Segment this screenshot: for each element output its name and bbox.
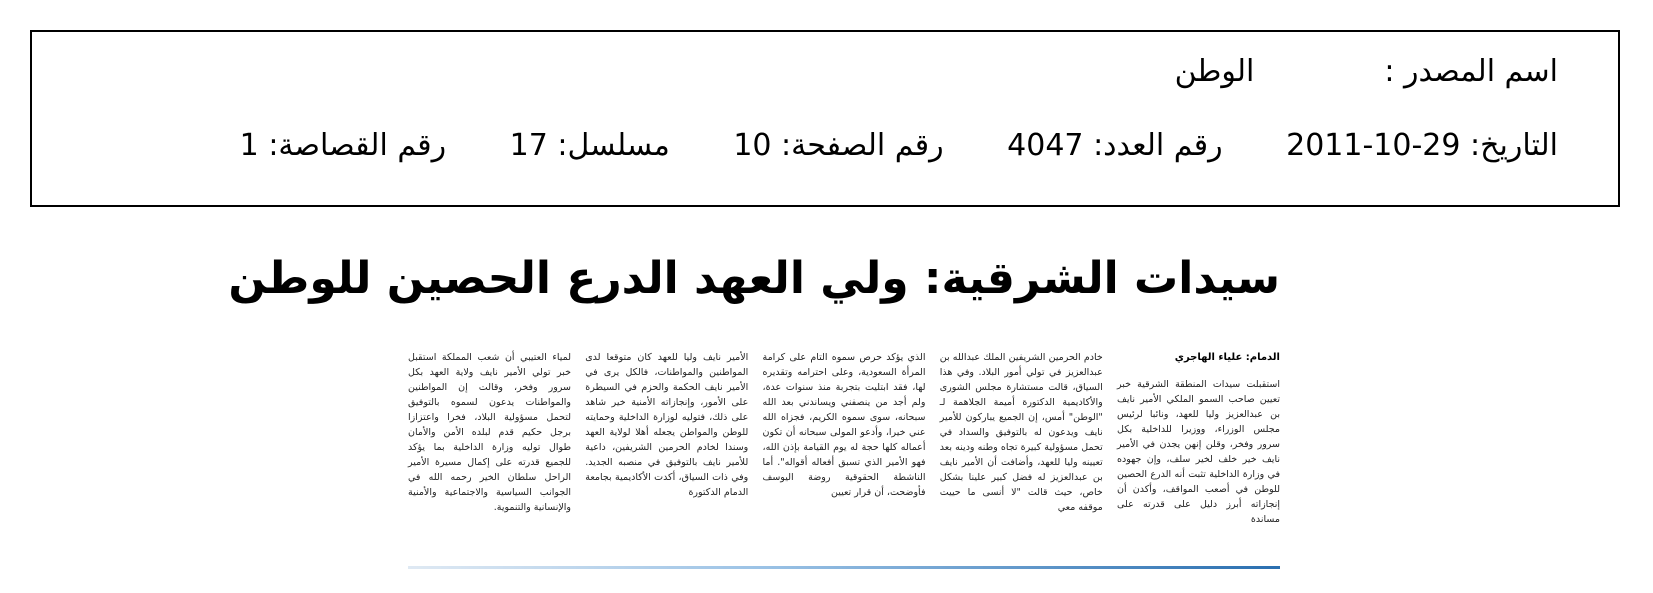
clip-label: رقم القصاصة: — [268, 128, 447, 163]
source-label: اسم المصدر : — [1384, 54, 1558, 89]
meta-line — [240, 126, 1558, 166]
article-column-1 — [1117, 350, 1280, 550]
issue-label: رقم العدد: — [1093, 128, 1223, 163]
date-value: 2011-10-29 — [1286, 128, 1461, 163]
issue-value: 4047 — [1007, 128, 1084, 163]
article-byline: الدمام: علياء الهاجري — [1174, 352, 1280, 363]
page-value: 10 — [733, 128, 772, 163]
article-column-text: لمياء العتيبي أن شعب المملكة استقبل خبر تولي الأمير نايف ولاية العهد بكل سرور وفخر، وقالت إن المواطنين والمواطنات يدعون لسموه بالتوفيق لتحمل مسؤولية البلاد، فخرا واعتزازا برجل حكيم قدم لبلده الأمن والأمان طوال توليه وزارة الداخلية بما يؤكد للجميع قدرته على إكمال مسيرة الأمير الراحل سلطان الخير رحمه الله في الجوانب السياسية والاجتماعية والأمنية والإنسانية والتنموية. — [408, 352, 571, 513]
serial-value: 17 — [509, 128, 548, 163]
article-column-3 — [763, 350, 926, 550]
serial-label: مسلسل: — [557, 128, 670, 163]
article-column-4 — [585, 350, 748, 550]
page-label: رقم الصفحة: — [781, 128, 944, 163]
article-column-text: استقبلت سيدات المنطقة الشرقية خبر تعيين صاحب السمو الملكي الأمير نايف بن عبدالعزيز وليا للعهد، ونائبا لرئيس مجلس الوزراء، ووزيرا للداخلية بكل سرور وفخر، وقلن إنهن يجدن في الأمير نايف خير خلف لخير سلف، وإن جهوده في وزارة الداخلية تثبت أنه الدرع الحصين للوطن في أصعب المواقف، وأكدن أن إنجازاته أبرز دليل على قدرته على مساندة — [1117, 379, 1280, 525]
clipping-bottom-rule — [408, 566, 1280, 569]
source-info-box — [30, 30, 1620, 207]
date-label: التاريخ: — [1470, 128, 1558, 163]
article-column-text: خادم الحرمين الشريفين الملك عبدالله بن عبدالعزيز في تولي أمور البلاد. وفي هذا السياق، قالت مستشارة مجلس الشورى والأكاديمية الدكتورة أميمة الجلاهمة لـ "الوطن" أمس، إن الجميع يباركون للأمير نايف ويدعون له بالتوفيق والسداد في تحمل مسؤولية كبيرة تجاه وطنه ودينه بعد تعيينه وليا للعهد، وأضافت أن الأمير نايف بن عبدالعزيز له فضل كبير علينا بشكل خاص، حيث قالت "لا أنسى ما حييت موقفه معي — [939, 352, 1103, 513]
article-columns — [408, 350, 1280, 550]
article-column-text: الذي يؤكد حرص سموه التام على كرامة المرأة السعودية، وعلى احترامه وتقديره لها، فقد ابتليت بتجربة منذ سنوات عدة، ولم أجد من ينصفني ويساندني بعد الله سبحانه، سوى سموه الكريم، فجزاه الله عني خيرا، وأدعو المولى سبحانه أن تكون أعماله كلها حجة له يوم القيامة بإذن الله، فهو الأمير الذي تسبق أفعاله أقواله". أما الناشطة الحقوقية روضة اليوسف فأوضحت، أن قرار تعيين — [762, 352, 926, 498]
article-column-2 — [940, 350, 1103, 550]
newspaper-clipping — [228, 248, 1280, 575]
article-headline: سيدات الشرقية: ولي العهد الدرع الحصين للوطن — [228, 253, 1280, 304]
source-line — [1175, 52, 1558, 92]
article-column-text: الأمير نايف وليا للعهد كان متوقعا لدى المواطنين والمواطنات، فالكل يرى في الأمير نايف الحكمة والحزم في السيطرة على الأمور، وإنجازاته الأمنية خير شاهد على ذلك، فتوليه لوزارة الداخلية وحمايته للوطن والمواطن يجعله أهلا لولاية العهد وسندا لخادم الحرمين الشريفين، داعية للأمير نايف بالتوفيق في منصبه الجديد. وفي ذات السياق، أكدت الأكاديمية بجامعة الدمام الدكتورة — [585, 352, 749, 498]
clip-value: 1 — [239, 128, 259, 163]
article-column-5 — [408, 350, 571, 550]
source-value: الوطن — [1174, 54, 1255, 89]
